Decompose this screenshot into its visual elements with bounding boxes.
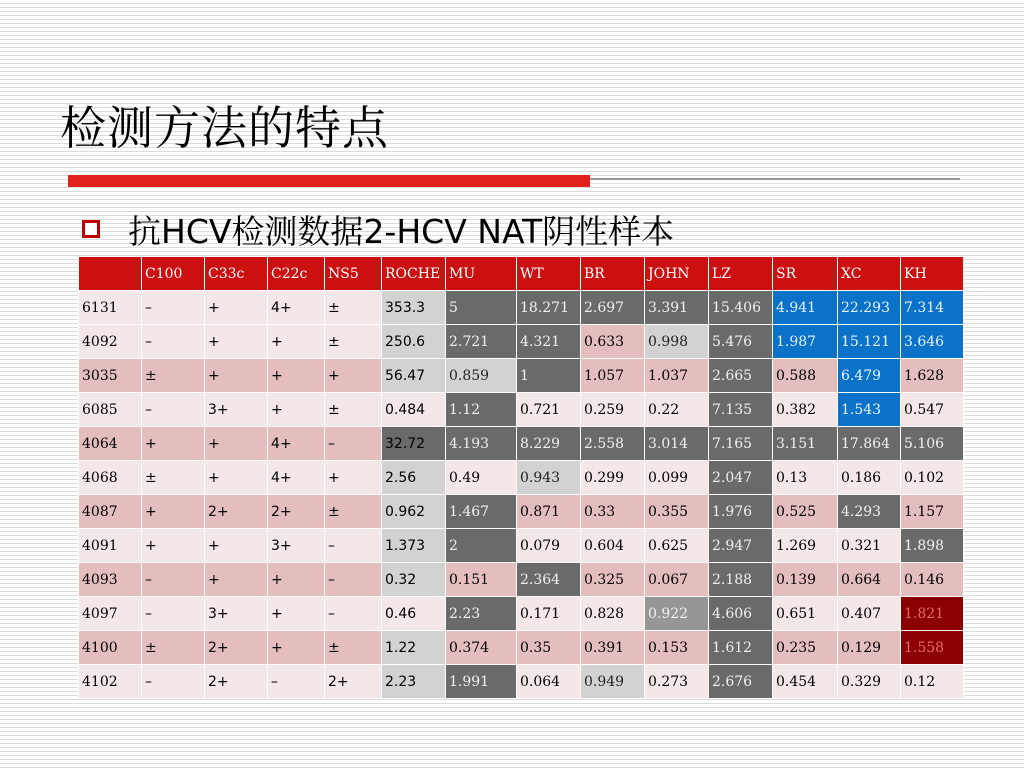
table-cell: 4.293 [838, 495, 901, 529]
table-cell: 1.898 [901, 529, 964, 563]
table-cell: ± [142, 359, 205, 393]
column-header: MU [446, 257, 517, 291]
table-cell: 5.476 [709, 325, 773, 359]
slide-title: 检测方法的特点 [60, 101, 389, 155]
table-cell: 3.014 [645, 427, 709, 461]
table-cell: 353.3 [382, 291, 446, 325]
table-cell: – [142, 563, 205, 597]
table-cell: 2.697 [581, 291, 645, 325]
table-cell: 0.32 [382, 563, 446, 597]
title-underline-grey [590, 178, 960, 180]
table-cell: 0.259 [581, 393, 645, 427]
column-header: C100 [142, 257, 205, 291]
table-row [79, 529, 964, 563]
table-cell: 0.355 [645, 495, 709, 529]
column-header: NS5 [325, 257, 382, 291]
column-header: LZ [709, 257, 773, 291]
table-cell: 1.12 [446, 393, 517, 427]
table-cell: 0.547 [901, 393, 964, 427]
table-cell: 4.193 [446, 427, 517, 461]
results-table [78, 256, 964, 699]
table-row [79, 291, 964, 325]
table-cell: 0.146 [901, 563, 964, 597]
table-row [79, 563, 964, 597]
table-cell: + [205, 529, 268, 563]
table-cell: 1.976 [709, 495, 773, 529]
column-header: WT [517, 257, 581, 291]
table-cell: ± [325, 495, 382, 529]
table-cell: 0.079 [517, 529, 581, 563]
table-cell: 56.47 [382, 359, 446, 393]
table-cell: 2.558 [581, 427, 645, 461]
bullet-square-icon [82, 220, 100, 238]
table-cell: 5.106 [901, 427, 964, 461]
table-cell: ± [142, 461, 205, 495]
table-cell: 7.314 [901, 291, 964, 325]
table-cell: 7.135 [709, 393, 773, 427]
sample-id-cell: 4093 [79, 563, 142, 597]
table-cell: 4+ [268, 427, 325, 461]
table-cell: 0.633 [581, 325, 645, 359]
table-cell: 0.102 [901, 461, 964, 495]
table-cell: 2.56 [382, 461, 446, 495]
table-cell: + [142, 529, 205, 563]
table-cell: 0.153 [645, 631, 709, 665]
table-cell: 0.828 [581, 597, 645, 631]
table-cell: 18.271 [517, 291, 581, 325]
table-cell: – [325, 563, 382, 597]
table-cell: 0.374 [446, 631, 517, 665]
table-cell: 4.321 [517, 325, 581, 359]
table-cell: 0.099 [645, 461, 709, 495]
table-cell: ± [325, 325, 382, 359]
table-cell: 0.139 [773, 563, 838, 597]
table-cell: 0.922 [645, 597, 709, 631]
table-cell: 1 [517, 359, 581, 393]
column-header: BR [581, 257, 645, 291]
table-cell: 0.391 [581, 631, 645, 665]
table-row [79, 393, 964, 427]
table-cell: + [205, 563, 268, 597]
table-cell: 32.72 [382, 427, 446, 461]
table-cell: + [205, 291, 268, 325]
sample-id-cell: 6131 [79, 291, 142, 325]
table-cell: 0.871 [517, 495, 581, 529]
table-row [79, 495, 964, 529]
table-cell: 1.821 [901, 597, 964, 631]
table-cell: + [205, 461, 268, 495]
table-cell: 0.13 [773, 461, 838, 495]
table-cell: 2.188 [709, 563, 773, 597]
table-cell: 1.543 [838, 393, 901, 427]
column-header: C33c [205, 257, 268, 291]
table-cell: 0.33 [581, 495, 645, 529]
table-cell: 2+ [205, 495, 268, 529]
table-cell: 2+ [325, 665, 382, 699]
sample-id-cell: 4064 [79, 427, 142, 461]
table-cell: 4+ [268, 291, 325, 325]
table-cell: 1.269 [773, 529, 838, 563]
table-cell: 0.273 [645, 665, 709, 699]
table-cell: 0.721 [517, 393, 581, 427]
table-cell: ± [142, 631, 205, 665]
table-cell: 3+ [205, 393, 268, 427]
table-cell: 3.391 [645, 291, 709, 325]
table-cell: + [325, 461, 382, 495]
table-cell: 3.646 [901, 325, 964, 359]
table-row [79, 427, 964, 461]
table-cell: 1.037 [645, 359, 709, 393]
sample-id-cell: 6085 [79, 393, 142, 427]
table-cell: 3+ [205, 597, 268, 631]
table-row [79, 631, 964, 665]
table-cell: 15.121 [838, 325, 901, 359]
table-cell: – [142, 665, 205, 699]
table-cell: + [205, 427, 268, 461]
table-cell: 0.454 [773, 665, 838, 699]
table-cell: 0.604 [581, 529, 645, 563]
table-cell: 0.329 [838, 665, 901, 699]
table-cell: 0.186 [838, 461, 901, 495]
table-cell: 0.064 [517, 665, 581, 699]
table-cell: – [142, 393, 205, 427]
table-cell: 0.651 [773, 597, 838, 631]
table-cell: – [268, 665, 325, 699]
table-cell: 2.23 [382, 665, 446, 699]
table-cell: 1.628 [901, 359, 964, 393]
table-cell: ± [325, 631, 382, 665]
bullet-text: 抗HCV检测数据2-HCV NAT阴性样本 [128, 212, 675, 251]
table-cell: + [268, 359, 325, 393]
table-cell: 0.299 [581, 461, 645, 495]
table-row [79, 461, 964, 495]
table-cell: – [142, 291, 205, 325]
table-cell: 8.229 [517, 427, 581, 461]
table-row [79, 665, 964, 699]
table-cell: – [325, 529, 382, 563]
table-cell: 2.665 [709, 359, 773, 393]
sample-id-cell: 4068 [79, 461, 142, 495]
table-cell: 0.943 [517, 461, 581, 495]
table-cell: 0.151 [446, 563, 517, 597]
table-cell: 0.46 [382, 597, 446, 631]
table-cell: 0.484 [382, 393, 446, 427]
table-cell: 6.479 [838, 359, 901, 393]
table-cell: – [142, 597, 205, 631]
table-cell: 250.6 [382, 325, 446, 359]
table-cell: 0.12 [901, 665, 964, 699]
table-cell: + [142, 495, 205, 529]
table-cell: 3+ [268, 529, 325, 563]
table-cell: 0.325 [581, 563, 645, 597]
table-cell: 0.171 [517, 597, 581, 631]
table-cell: ± [325, 291, 382, 325]
table-cell: 1.467 [446, 495, 517, 529]
table-cell: 15.406 [709, 291, 773, 325]
table-cell: 2+ [268, 495, 325, 529]
table-cell: – [325, 597, 382, 631]
table-cell: 2.23 [446, 597, 517, 631]
table-cell: 2.676 [709, 665, 773, 699]
table-cell: 0.525 [773, 495, 838, 529]
table-cell: 0.129 [838, 631, 901, 665]
table-cell: + [268, 393, 325, 427]
table-cell: + [142, 427, 205, 461]
table-cell: 0.321 [838, 529, 901, 563]
table-cell: 0.382 [773, 393, 838, 427]
table-cell: 0.067 [645, 563, 709, 597]
sample-id-cell: 4087 [79, 495, 142, 529]
table-cell: + [325, 359, 382, 393]
table-cell: 4.941 [773, 291, 838, 325]
table-cell: – [142, 325, 205, 359]
title-underline-red [68, 175, 590, 187]
table-cell: + [205, 325, 268, 359]
table-cell: 0.859 [446, 359, 517, 393]
table-cell: 0.962 [382, 495, 446, 529]
table-cell: 0.998 [645, 325, 709, 359]
table-cell: 4.606 [709, 597, 773, 631]
table-cell: 7.165 [709, 427, 773, 461]
table-cell: 2.947 [709, 529, 773, 563]
table-cell: 3.151 [773, 427, 838, 461]
table-cell: 0.235 [773, 631, 838, 665]
sample-id-cell: 3035 [79, 359, 142, 393]
table-cell: 1.612 [709, 631, 773, 665]
table-header-row [79, 257, 964, 291]
table-cell: 1.057 [581, 359, 645, 393]
table-row [79, 597, 964, 631]
table-cell: + [268, 325, 325, 359]
table-cell: 0.35 [517, 631, 581, 665]
column-header: SR [773, 257, 838, 291]
table-cell: 4+ [268, 461, 325, 495]
table-cell: 17.864 [838, 427, 901, 461]
table-cell: 1.558 [901, 631, 964, 665]
table-cell: + [205, 359, 268, 393]
column-header: KH [901, 257, 964, 291]
column-header: XC [838, 257, 901, 291]
table-cell: 22.293 [838, 291, 901, 325]
table-cell: 0.949 [581, 665, 645, 699]
table-cell: 5 [446, 291, 517, 325]
table-cell: 1.987 [773, 325, 838, 359]
column-header: C22c [268, 257, 325, 291]
column-header: ROCHE [382, 257, 446, 291]
table-cell: ± [325, 393, 382, 427]
table-cell: 0.22 [645, 393, 709, 427]
sample-id-cell: 4100 [79, 631, 142, 665]
table-cell: 2+ [205, 631, 268, 665]
table-cell: 1.373 [382, 529, 446, 563]
table-cell: 0.49 [446, 461, 517, 495]
table-cell: + [268, 631, 325, 665]
sample-id-cell: 4092 [79, 325, 142, 359]
table-cell: 1.157 [901, 495, 964, 529]
table-cell: 2 [446, 529, 517, 563]
table-cell: 0.588 [773, 359, 838, 393]
sample-id-cell: 4102 [79, 665, 142, 699]
table-cell: 2.047 [709, 461, 773, 495]
table-row [79, 325, 964, 359]
table-cell: 2.721 [446, 325, 517, 359]
table-cell: 0.664 [838, 563, 901, 597]
table-cell: + [268, 597, 325, 631]
table-cell: 2+ [205, 665, 268, 699]
table-cell: 2.364 [517, 563, 581, 597]
table-cell: 0.407 [838, 597, 901, 631]
column-header: JOHN [645, 257, 709, 291]
table-cell: 1.22 [382, 631, 446, 665]
column-header [79, 257, 142, 291]
sample-id-cell: 4091 [79, 529, 142, 563]
table-cell: + [268, 563, 325, 597]
table-cell: 0.625 [645, 529, 709, 563]
table-cell: – [325, 427, 382, 461]
sample-id-cell: 4097 [79, 597, 142, 631]
table-row [79, 359, 964, 393]
table-cell: 1.991 [446, 665, 517, 699]
